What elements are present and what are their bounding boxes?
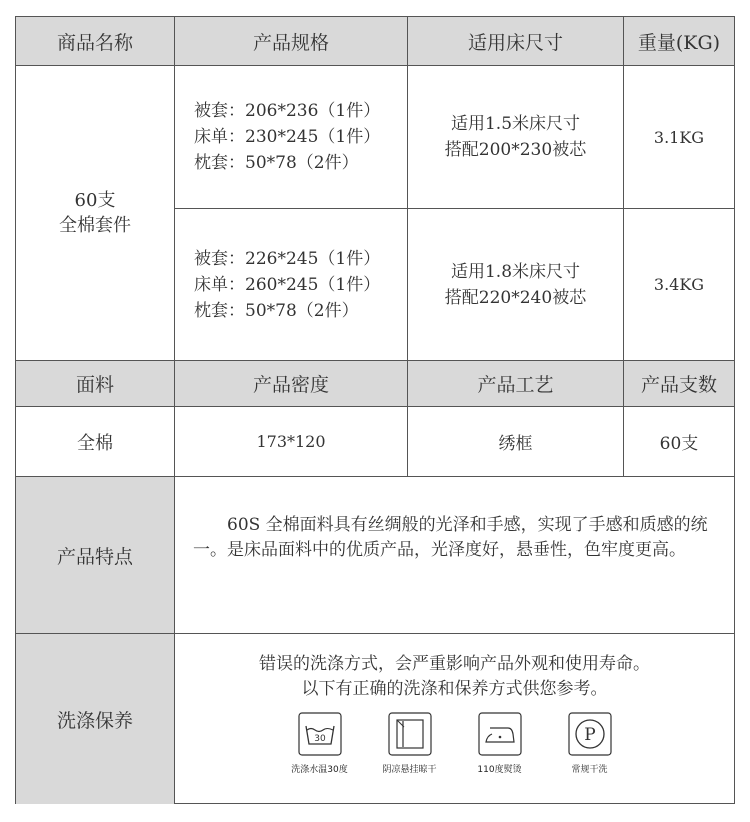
spec-cell-2	[175, 209, 408, 361]
care-item-wash	[275, 712, 365, 775]
header-craft: 产品工艺	[408, 361, 624, 407]
shade-dry-icon	[388, 712, 432, 756]
header-yarn-count: 产品支数	[624, 361, 734, 407]
spec-line: 床单：260*245（1件）	[194, 274, 381, 295]
care-icons	[275, 712, 635, 775]
fabric-value: 全棉	[16, 407, 175, 477]
weight-cell-2: 3.4KG	[624, 209, 734, 361]
product-name-cell	[16, 66, 175, 361]
craft-value: 绣框	[408, 407, 624, 477]
care-line: 以下有正确的洗涤和保养方式供您参考。	[301, 679, 608, 699]
header-spec: 产品规格	[175, 17, 408, 66]
wash-temp-mark: 30	[313, 734, 326, 744]
care-line: 错误的洗涤方式，会严重影响产品外观和使用寿命。	[259, 654, 650, 674]
care-caption: 常规干洗	[571, 765, 608, 775]
fit-line: 搭配220*240被芯	[444, 287, 587, 308]
header-fabric: 面料	[16, 361, 175, 407]
care-caption: 阴凉悬挂晾干	[382, 765, 437, 775]
spec-line: 枕套：50*78（2件）	[194, 153, 359, 173]
spec-line: 被套：206*236（1件）	[194, 101, 381, 121]
header-bed-size: 适用床尺寸	[408, 17, 624, 66]
fit-line: 搭配200*230被芯	[444, 140, 587, 160]
header-density: 产品密度	[175, 361, 408, 407]
bed-size-cell-2	[408, 209, 624, 361]
bed-size-cell-1	[408, 66, 624, 209]
iron-110-icon	[478, 712, 522, 756]
header-product-name: 商品名称	[16, 17, 175, 66]
dry-clean-mark: P	[583, 725, 596, 745]
care-label: 洗涤保养	[16, 634, 175, 804]
wash-30-icon	[298, 712, 342, 756]
header-weight: 重量(KG)	[624, 17, 734, 66]
features-text: 60S 全棉面料具有丝绸般的光泽和手感，实现了手感和质感的统一。是床品面料中的优质产品，光泽度好，悬垂性，色牢度更高。	[175, 477, 734, 634]
density-value: 173*120	[175, 407, 408, 477]
care-item-dry	[365, 712, 455, 775]
weight-cell-1: 3.1KG	[624, 66, 734, 209]
care-content	[175, 634, 734, 804]
spec-line: 枕套：50*78（2件）	[194, 300, 359, 321]
yarn-count-value: 60支	[624, 407, 734, 477]
care-item-dryclean	[545, 712, 635, 775]
product-name-line: 全棉套件	[59, 215, 131, 236]
fit-line: 适用1.5米床尺寸	[450, 114, 581, 134]
spec-line: 床单：230*245（1件）	[194, 127, 381, 147]
spec-line: 被套：226*245（1件）	[194, 248, 381, 269]
features-label: 产品特点	[16, 477, 175, 634]
care-caption: 110度熨烫	[477, 765, 522, 775]
product-name-line: 60支	[74, 190, 116, 211]
dry-clean-p-icon	[568, 712, 612, 756]
care-caption: 洗涤水温30度	[291, 765, 348, 775]
fit-line: 适用1.8米床尺寸	[450, 261, 581, 282]
care-item-iron	[455, 712, 545, 775]
spec-cell-1	[175, 66, 408, 209]
